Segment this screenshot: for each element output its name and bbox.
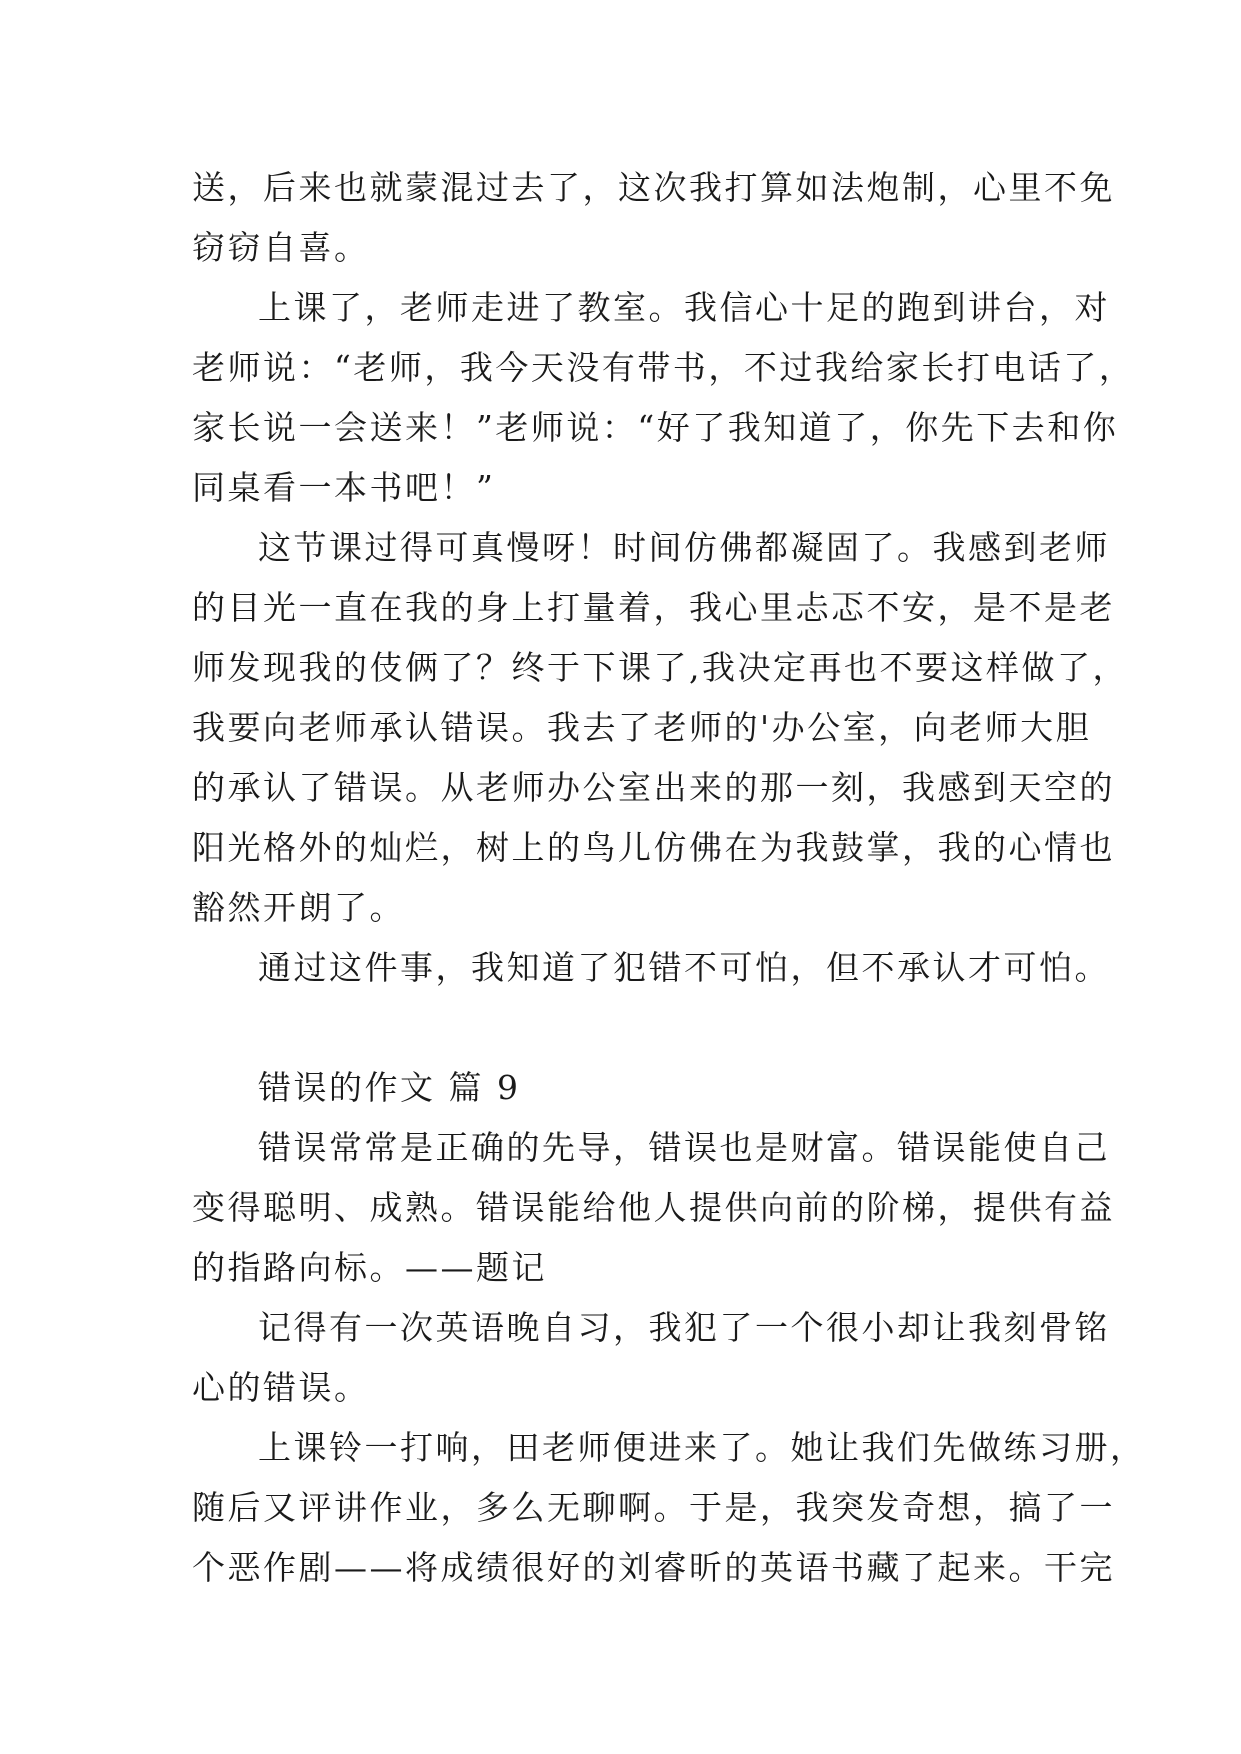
text-line: 豁然开朗了。 (192, 888, 405, 927)
text-line: 错误常常是正确的先导，错误也是财富。错误能使自己 (258, 1128, 1110, 1167)
text-line: 通过这件事，我知道了犯错不可怕，但不承认才可怕。 (258, 948, 1110, 987)
text-line: 这节课过得可真慢呀！时间仿佛都凝固了。我感到老师 (258, 528, 1110, 567)
paragraph (192, 938, 1110, 998)
text-line: 记得有一次英语晚自习，我犯了一个很小却让我刻骨铭 (258, 1308, 1110, 1347)
paragraph-gap (192, 998, 1072, 1058)
text-line: 送，后来也就蒙混过去了，这次我打算如法炮制，心里不免 (192, 168, 1115, 207)
text-line: 的指路向标。——题记 (192, 1248, 547, 1287)
paragraph (192, 1118, 1115, 1298)
text-line: 随后又评讲作业，多么无聊啊。于是，我突发奇想，搞了一 (192, 1488, 1115, 1527)
text-line: 的承认了错误。从老师办公室出来的那一刻，我感到天空的 (192, 768, 1115, 807)
text-line: 窃窃自喜。 (192, 228, 370, 267)
text-line: 老师说：“老师，我今天没有带书，不过我给家长打电话了， (192, 348, 1135, 387)
text-line: 变得聪明、成熟。错误能给他人提供向前的阶梯，提供有益 (192, 1188, 1115, 1227)
paragraph (192, 1418, 1146, 1598)
body-text (192, 158, 1146, 1598)
paragraph (192, 1298, 1110, 1418)
text-line: 同桌看一本书吧！” (192, 468, 496, 507)
text-line: 师发现我的伎俩了？终于下课了,我决定再也不要这样做了， (192, 648, 1128, 687)
text-line: 上课铃一打响，田老师便进来了。她让我们先做练习册， (258, 1428, 1146, 1467)
text-line: 个恶作剧——将成绩很好的刘睿昕的英语书藏了起来。干完 (192, 1548, 1115, 1587)
text-line: 家长说一会送来！”老师说：“好了我知道了，你先下去和你 (192, 408, 1119, 447)
text-line: 上课了，老师走进了教室。我信心十足的跑到讲台，对 (258, 288, 1110, 327)
heading-line: 错误的作文 篇 9 (258, 1068, 521, 1107)
text-line: 阳光格外的灿烂，树上的鸟儿仿佛在为我鼓掌，我的心情也 (192, 828, 1115, 867)
paragraph (192, 518, 1128, 938)
text-line: 我要向老师承认错误。我去了老师的'办公室，向老师大胆 (192, 708, 1092, 747)
paragraph (192, 158, 1115, 278)
paragraph (192, 278, 1135, 518)
text-line: 的目光一直在我的身上打量着，我心里忐忑不安，是不是老 (192, 588, 1115, 627)
section-heading (192, 1058, 1072, 1118)
text-line: 心的错误。 (192, 1368, 370, 1407)
